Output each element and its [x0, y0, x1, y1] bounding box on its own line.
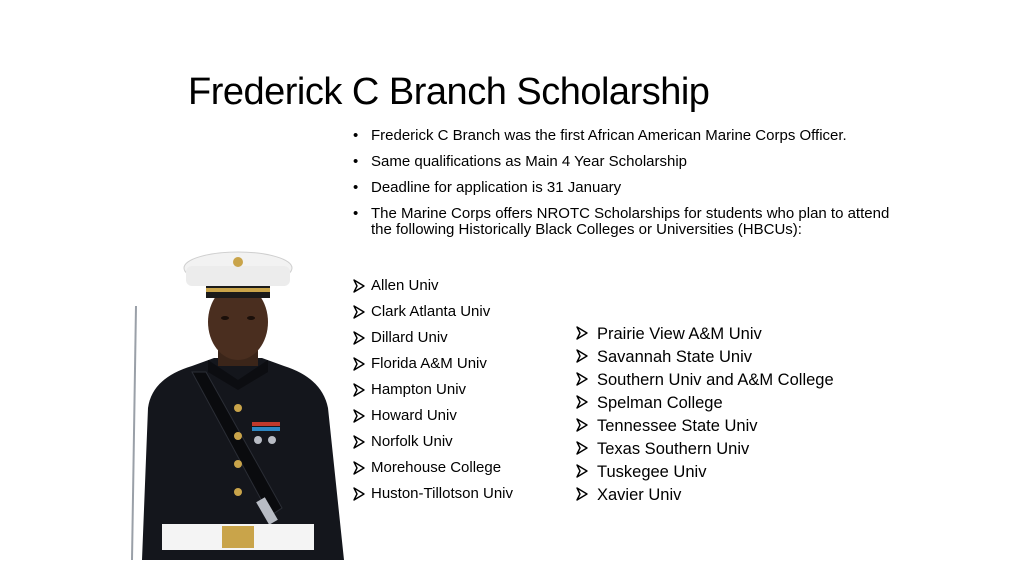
coat-button	[234, 432, 242, 440]
university-list-right	[575, 323, 834, 507]
university-item	[575, 461, 834, 484]
ribbon	[252, 422, 280, 426]
medal	[254, 436, 262, 444]
university-name: Texas Southern Univ	[597, 440, 750, 458]
university-name: Hampton Univ	[371, 381, 467, 398]
arrow-bullet-icon	[575, 323, 591, 346]
university-item	[352, 328, 513, 354]
university-item	[575, 438, 834, 461]
arrow-bullet-icon	[352, 328, 368, 354]
university-name: Xavier Univ	[597, 486, 682, 504]
marine-officer-image	[122, 248, 354, 560]
belt-buckle	[222, 526, 254, 548]
bullet-text: Deadline for application is 31 January	[371, 179, 622, 196]
university-item	[352, 458, 513, 484]
university-item	[352, 380, 513, 406]
university-name: Southern Univ and A&M College	[597, 371, 834, 389]
arrow-bullet-icon	[575, 369, 591, 392]
slide-title: Frederick C Branch Scholarship	[188, 71, 710, 113]
medal	[268, 436, 276, 444]
university-item	[575, 346, 834, 369]
bullet-item	[352, 154, 892, 170]
bullet-item	[352, 206, 906, 238]
university-name: Norfolk Univ	[371, 433, 453, 450]
cap-emblem	[233, 257, 243, 267]
cap-cord	[206, 288, 270, 292]
bullet-text: Frederick C Branch was the first African American Marine Corps Officer.	[371, 127, 847, 144]
arrow-bullet-icon	[575, 392, 591, 415]
university-item	[352, 276, 513, 302]
university-item	[352, 484, 513, 510]
university-item	[352, 302, 513, 328]
arrow-bullet-icon	[352, 458, 368, 484]
university-name: Tuskegee Univ	[597, 463, 707, 481]
university-name: Huston-Tillotson Univ	[371, 485, 513, 502]
university-name: Spelman College	[597, 394, 723, 412]
bullet-marker: •	[353, 153, 359, 170]
university-name: Dillard Univ	[371, 329, 448, 346]
coat-button	[234, 460, 242, 468]
university-name: Prairie View A&M Univ	[597, 325, 762, 343]
bullet-item	[352, 180, 892, 196]
university-item	[575, 484, 834, 507]
university-name: Tennessee State Univ	[597, 417, 758, 435]
eye	[221, 316, 229, 320]
university-item	[352, 406, 513, 432]
university-name: Howard Univ	[371, 407, 457, 424]
cap-top	[186, 266, 290, 286]
arrow-bullet-icon	[575, 461, 591, 484]
arrow-bullet-icon	[575, 438, 591, 461]
university-name: Allen Univ	[371, 277, 439, 294]
bullet-marker: •	[353, 179, 359, 196]
arrow-bullet-icon	[352, 276, 368, 302]
arrow-bullet-icon	[575, 346, 591, 369]
bullet-list	[352, 128, 892, 248]
arrow-bullet-icon	[352, 432, 368, 458]
arrow-bullet-icon	[575, 484, 591, 507]
arrow-bullet-icon	[575, 415, 591, 438]
university-item	[575, 392, 834, 415]
university-item	[575, 369, 834, 392]
university-name: Clark Atlanta Univ	[371, 303, 491, 320]
university-item	[352, 432, 513, 458]
bullet-marker: •	[353, 127, 359, 144]
arrow-bullet-icon	[352, 302, 368, 328]
university-item	[575, 323, 834, 346]
sword-blade	[132, 306, 136, 560]
coat-button	[234, 488, 242, 496]
university-list-left	[352, 276, 513, 510]
university-name: Morehouse College	[371, 459, 502, 476]
bullet-marker: •	[353, 205, 359, 222]
university-name: Savannah State Univ	[597, 348, 753, 366]
arrow-bullet-icon	[352, 484, 368, 510]
coat-button	[234, 404, 242, 412]
arrow-bullet-icon	[352, 380, 368, 406]
university-item	[575, 415, 834, 438]
university-name: Florida A&M Univ	[371, 355, 487, 372]
eye	[247, 316, 255, 320]
bullet-text: Same qualifications as Main 4 Year Scholarship	[371, 153, 688, 170]
ribbon	[252, 427, 280, 431]
bullet-text: The Marine Corps offers NROTC Scholarships for students who plan to attend the following Historically Black Colleges or Universities (HBCUs):	[371, 205, 890, 238]
arrow-bullet-icon	[352, 406, 368, 432]
arrow-bullet-icon	[352, 354, 368, 380]
university-item	[352, 354, 513, 380]
bullet-item	[352, 128, 892, 144]
